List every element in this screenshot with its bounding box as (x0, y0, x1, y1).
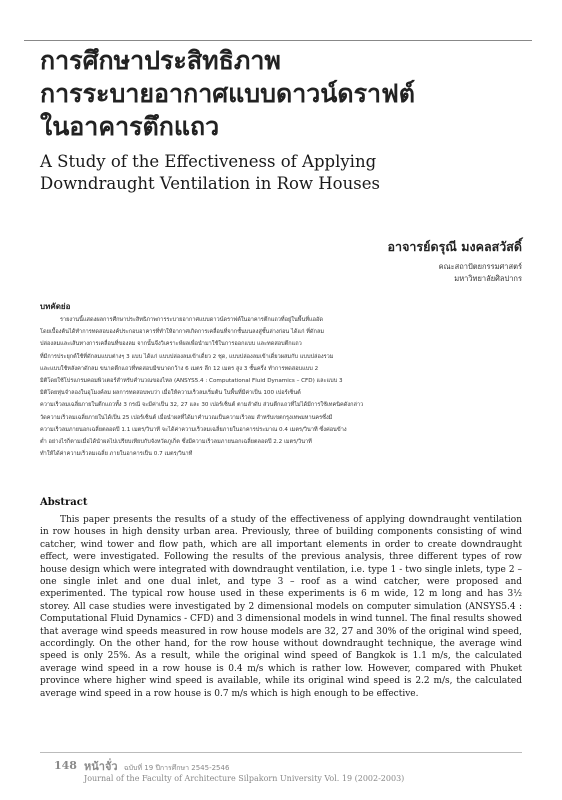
page-number: 148 (54, 759, 77, 772)
author-faculty: คณะสถาปัตยกรรมศาสตร์ (438, 262, 522, 271)
thai-abstract-line: รายงานนี้แสดงผลการศึกษาประสิทธิภาพการระบายอากาศแบบดาวน์ดราฟต์ในอาคารตึกแถวที่อยู่ในพื้นที่แออัด (60, 317, 323, 323)
journal-english-line: Journal of the Faculty of Architecture Silpakorn University Vol. 19 (2002-2003) (84, 774, 405, 783)
thai-abstract-line: โดยเบื้องต้นได้ทำการทดสอบองค์ประกอบอาคารที่ทำให้อากาศเกิดการเคลื่อนที่จากชั้นบนลงสู่ชั้นล่างก่อน ได้แก่ ที่ดักลม (40, 329, 325, 336)
author-name: อาจารย์ดรุณี มงคลสวัสดิ์ (387, 239, 522, 254)
author-block (388, 238, 522, 285)
thai-abstract-heading: บทคัดย่อ (40, 302, 71, 311)
english-title (40, 151, 520, 195)
footer-rule (40, 752, 522, 753)
thai-title-line-2: การระบายอากาศแบบดาวน์ดราฟต์ (40, 79, 415, 108)
thai-abstract-line: มิติโดยใช้โปรแกรมคอมพิวเตอร์สำหรับคำนวณของไหล (ANSYS5.4 : Computational Fluid Dynamics – CFD) และแบบ 3 (40, 378, 343, 385)
thai-abstract-body (40, 314, 522, 460)
english-abstract-body (40, 514, 522, 700)
english-title-line-2: Downdraught Ventilation in Row Houses (40, 174, 380, 193)
top-rule (24, 40, 532, 41)
author-university: มหาวิทยาลัยศิลปากร (454, 274, 522, 283)
thai-title (40, 44, 520, 143)
thai-abstract-line: ทำให้ได้ค่าความเร็วลมเฉลี่ย ภายในอาคารเป็น 0.7 เมตร/วินาที (40, 451, 193, 458)
journal-brand: หน้าจั่ว (84, 760, 118, 773)
thai-title-line-3: ในอาคารตึกแถว (40, 112, 220, 141)
thai-abstract-line: ต่ำ อย่างไรก็ตามเมื่อได้นำผลไปเปรียบเทียบกับจังหวัดภูเก็ต ซึ่งมีความเร็วลมภายนอกเฉลี่ยตลอดปี 2.2 เมตร/วินาที (40, 439, 312, 446)
thai-abstract-line: ที่มีการประยุกต์ใช้ที่ดักลมแบบต่างๆ 3 แบบ ได้แก่ แบบปล่องลมเข้าเดี่ยว 2 ชุด, แบบปล่องลมเข้าเดี่ยวผสมกับ แบบปล่องรวม (40, 353, 334, 360)
journal-thai-issue: ฉบับที่ 19 ปีการศึกษา 2545-2546 (123, 764, 230, 772)
thai-title-line-1: การศึกษาประสิทธิภาพ (40, 46, 281, 75)
thai-abstract-line: มิติโดยหุ่นจำลองในอุโมงค์ลม ผลการทดสอบพบว่า เมื่อให้ความเร็วลมเริ่มต้น ในพื้นที่มีค่าเป็น 100 เปอร์เซ็นต์ (40, 390, 301, 397)
thai-abstract-line: ปล่องลมและเส้นทางการเคลื่อนที่ของลม จากนั้นจึงวิเคราะห์ผลเพื่อนำมาใช้ในการออกแบบ และทดสอบตึกแถว (40, 341, 302, 348)
thai-abstract-line: ความเร็วลมภายนอกเฉลี่ยตลอดปี 1.1 เมตร/วินาที จะได้ค่าความเร็วลมเฉลี่ยภายในอาคารประมาณ 0.4 เมตร/วินาที ซึ่งค่อนข้าง (40, 426, 347, 433)
english-abstract-paragraph: This paper presents the results of a study of the effectiveness of applying downdraught ventilation in row houses in high density urban area. Previously, three of building components consisting of wind catcher, wind tower and flow path, which are all important elements in order to create downdraught effect, were investigated. Following the results of the previous analysis, three different types of row house design which were integrated with downdraught ventilation, i.e. type 1 - two single inlets, type 2 – one single inlet and one dual inlet, and type 3 – roof as a wind catcher, were proposed and experimented. The typical row house used in these experiments is 6 m wide, 12 m long and has 3½ storey. All case studies were investigated by 2 dimensional models on computer simulation (ANSYS5.4 : Computational Fluid Dynamics - CFD) and 3 dimensional models in wind tunnel. The final results showed that average wind speeds measured in row house models are 32, 27 and 30% of the original wind speed, accordingly. On the other hand, for the row house without downdraught technique, the average wind speed is only 25%. As a result, while the original wind speed of Bangkok is 1.1 m/s, the calculated average wind speed in a row house is 0.4 m/s which is rather low. However, compared with Phuket province where higher wind speed is available, while its original wind speed is 2.2 m/s, the calculated average wind speed in a row house is 0.7 m/s which is high enough to be effective. (40, 515, 522, 699)
thai-abstract-line: และแบบใช้หลังคาดักลม ขนาดตึกแถวที่ทดสอบมีขนาดกว้าง 6 เมตร ลึก 12 เมตร สูง 3 ชั้นครึ่ง ทำการทดสอบแบบ 2 (40, 365, 319, 372)
journal-thai-line (84, 757, 229, 775)
english-abstract-heading: Abstract (40, 497, 88, 508)
thai-abstract-line: วัดความเร็วลมเฉลี่ยภายในได้เป็น 25 เปอร์เซ็นต์ เมื่อนำผลที่ได้มาคำนวณเป็นความเร็วลม สำหรับเขตกรุงเทพมหานครซึ่งมี (40, 414, 333, 421)
thai-abstract-line: ความเร็วลมเฉลี่ยภายในตึกแถวทั้ง 3 กรณี จะมีค่าเป็น 32, 27 และ 30 เปอร์เซ็นต์ ตามลำดับ ส่วนตึกแถวที่ไม่ได้มีการใช้เทคนิคดังกล่าว (40, 402, 364, 409)
english-title-line-1: A Study of the Effectiveness of Applying (40, 152, 377, 171)
